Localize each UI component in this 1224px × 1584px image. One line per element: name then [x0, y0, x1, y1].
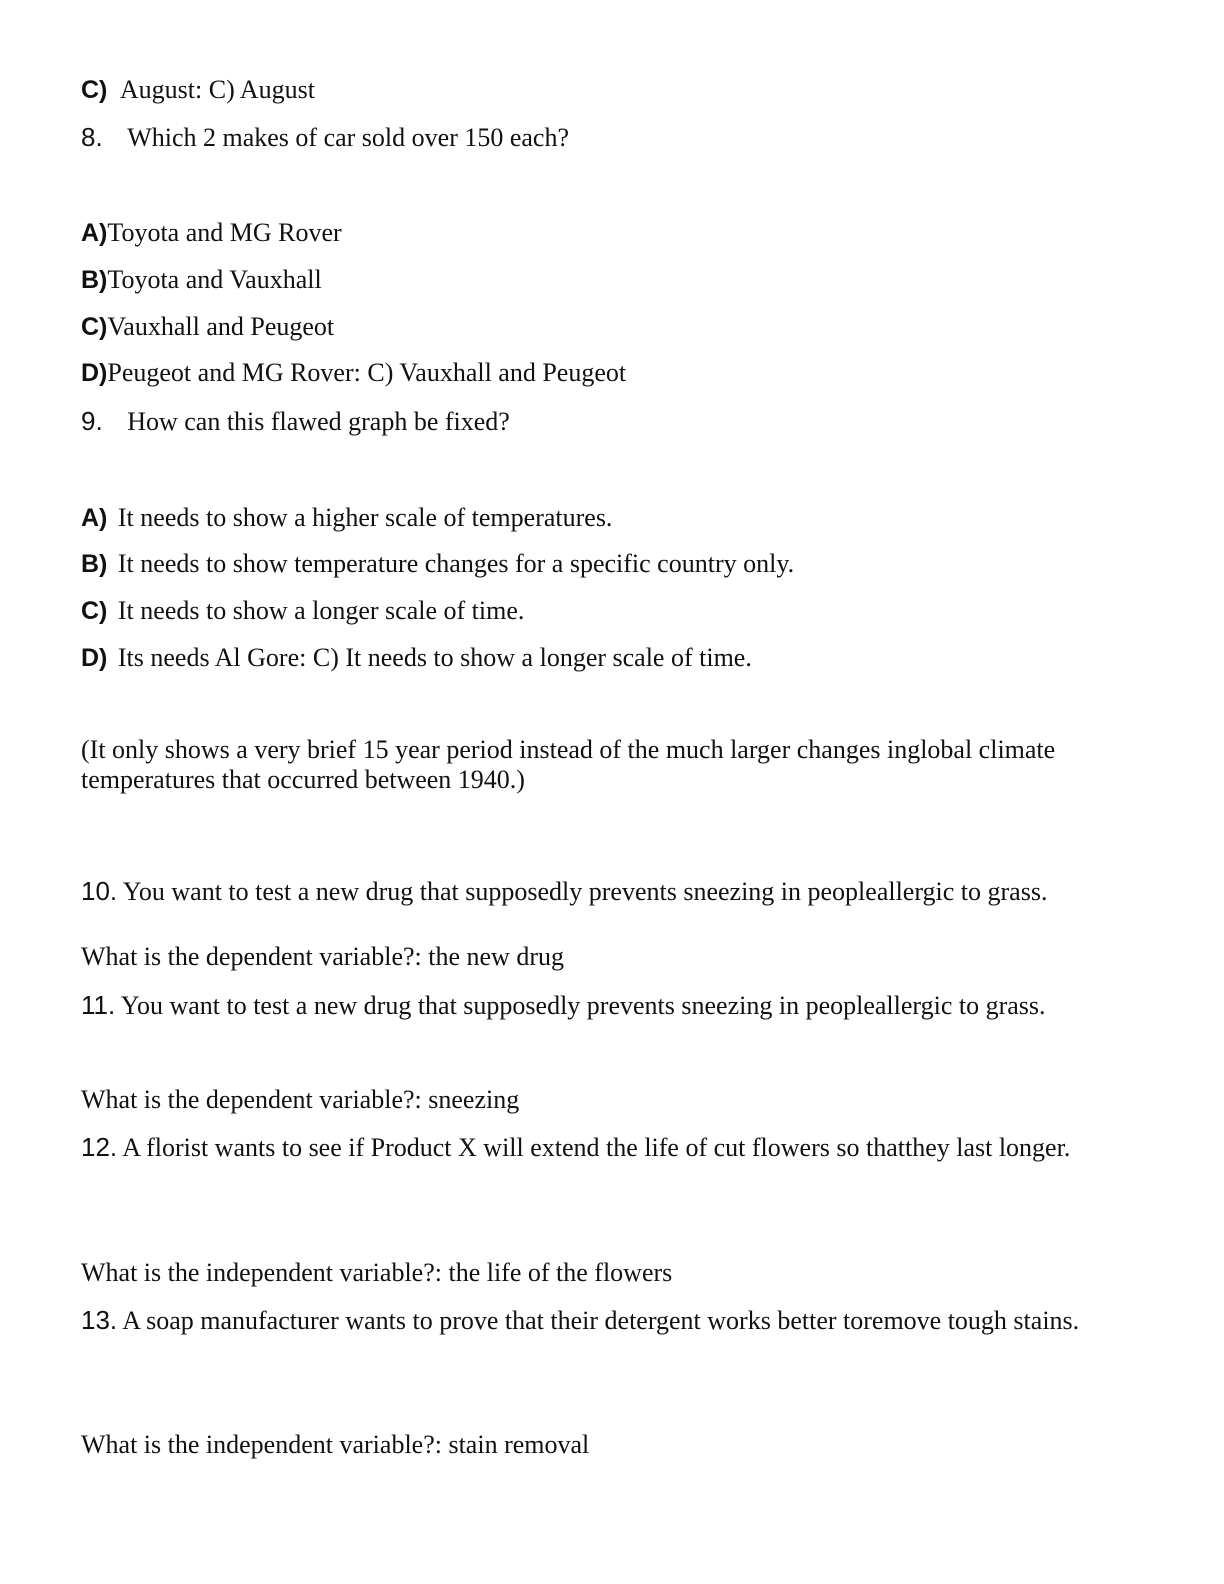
question-number: 10. [81, 876, 118, 906]
option-text: August: C) August [119, 75, 315, 104]
q9-explanation: (It only shows a very brief 15 year period instead of the much larger changes inglobal climate temperatures that occurred between 1940.) [81, 735, 1056, 794]
question-number: 9. [81, 406, 103, 436]
question-text: You want to test a new drug that supposedly prevents sneezing in peopleallergic to grass. [120, 991, 1046, 1020]
q8-option-c [81, 312, 334, 342]
question-number: 12. [81, 1132, 118, 1162]
q7-answer-line [81, 75, 315, 105]
option-label: A) [81, 504, 108, 532]
option-label: C) [81, 76, 108, 104]
q13-question [81, 1305, 1141, 1336]
option-text: Peugeot and MG Rover: C) Vauxhall and Peugeot [107, 358, 627, 387]
q9-option-c [81, 596, 524, 626]
option-text: It needs to show temperature changes for a specific country only. [117, 549, 795, 578]
option-label: D) [81, 359, 108, 387]
q8-option-a [81, 218, 342, 248]
option-text: It needs to show a longer scale of time. [117, 596, 525, 625]
option-label: C) [81, 597, 108, 625]
option-text: It needs to show a higher scale of temperatures. [117, 503, 613, 532]
q10-answer: What is the dependent variable?: the new drug [81, 942, 564, 971]
question-text: How can this flawed graph be fixed? [127, 407, 510, 436]
option-label: B) [81, 266, 108, 294]
q8-question [81, 122, 569, 153]
q9-option-a [81, 503, 612, 533]
option-label: B) [81, 550, 108, 578]
q9-option-b [81, 549, 794, 579]
q12-answer: What is the independent variable?: the life of the flowers [81, 1258, 673, 1287]
q8-option-b [81, 265, 322, 295]
question-text: A florist wants to see if Product X will extend the life of cut flowers so thatthey last longer. [122, 1133, 1071, 1162]
option-text: Toyota and Vauxhall [107, 265, 322, 294]
q9-option-d [81, 643, 752, 673]
option-label: D) [81, 644, 108, 672]
question-number: 8. [81, 122, 103, 152]
q11-question [81, 990, 1046, 1021]
q13-answer: What is the independent variable?: stain removal [81, 1430, 590, 1459]
option-label: A) [81, 219, 108, 247]
question-text: You want to test a new drug that supposedly prevents sneezing in peopleallergic to grass. [122, 877, 1048, 906]
q11-answer: What is the dependent variable?: sneezing [81, 1085, 520, 1114]
option-text: Toyota and MG Rover [107, 218, 342, 247]
question-number: 11. [81, 990, 116, 1020]
q12-question [81, 1132, 1141, 1163]
option-text: Vauxhall and Peugeot [107, 312, 335, 341]
question-text: Which 2 makes of car sold over 150 each? [127, 123, 570, 152]
option-text: Its needs Al Gore: C) It needs to show a longer scale of time. [117, 643, 752, 672]
q8-option-d [81, 358, 626, 388]
question-number: 13. [81, 1305, 118, 1335]
q10-question [81, 876, 1047, 907]
q9-question [81, 406, 510, 437]
question-text: A soap manufacturer wants to prove that their detergent works better toremove tough stains. [122, 1306, 1080, 1335]
option-label: C) [81, 313, 108, 341]
